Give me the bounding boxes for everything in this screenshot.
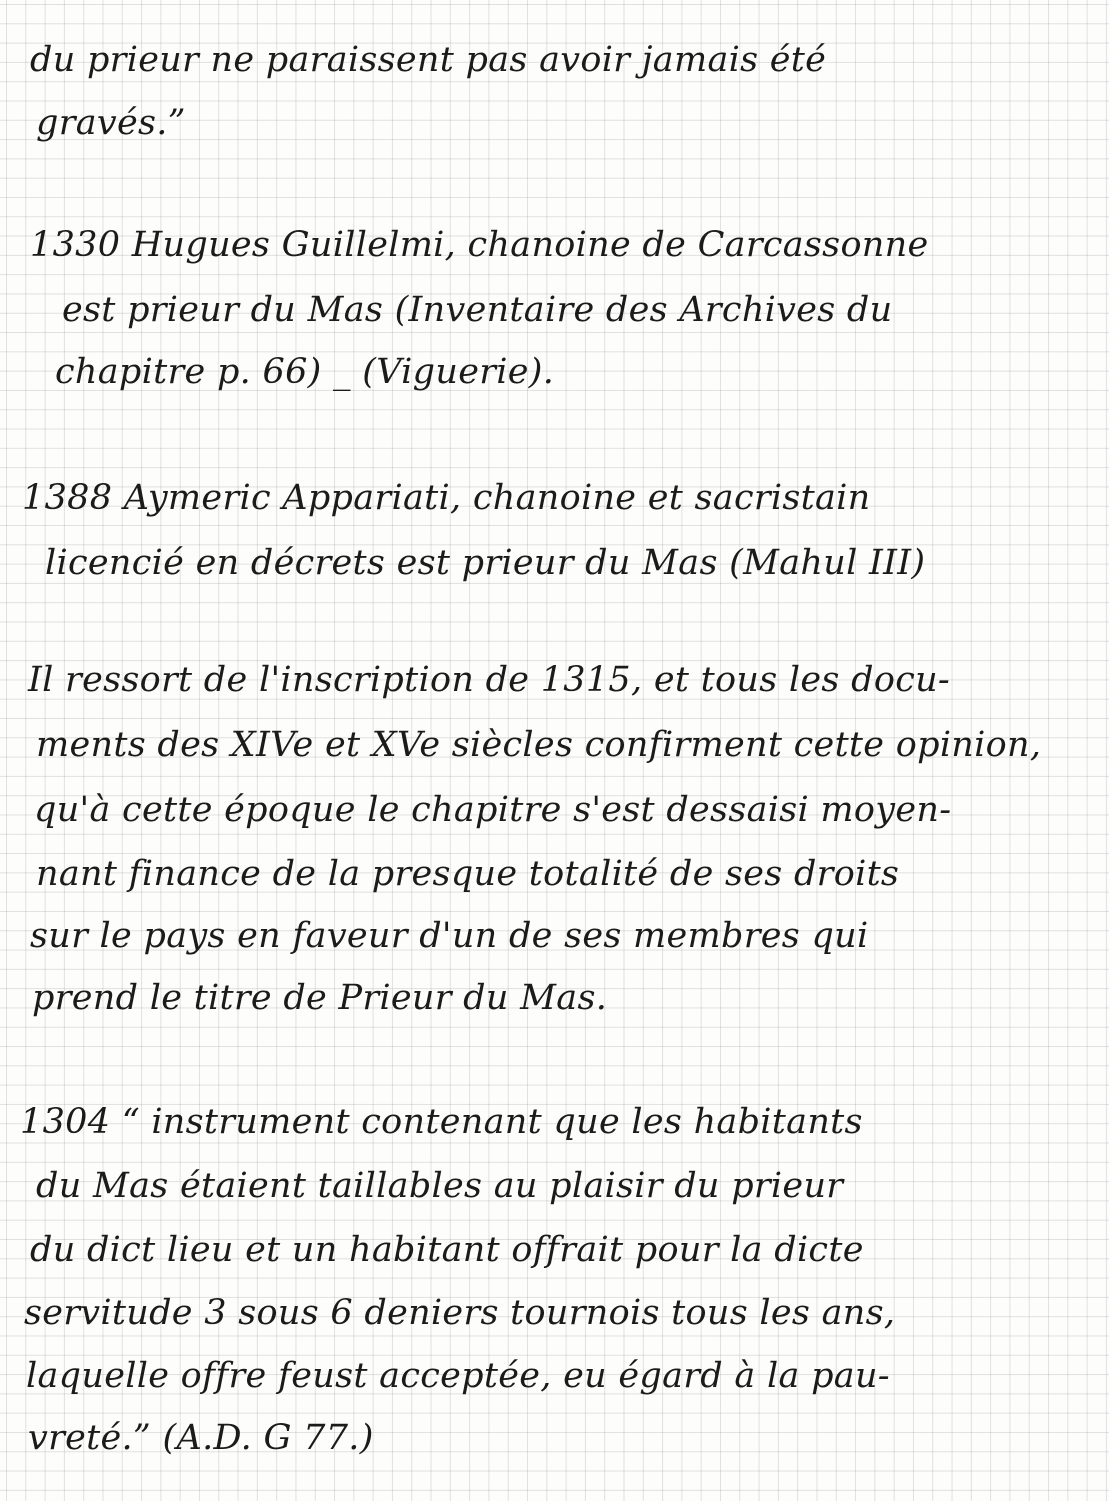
text-line: gravés.” <box>36 103 186 143</box>
text-line: 1388 Aymeric Appariati, chanoine et sacristain <box>22 478 871 518</box>
text-line: du dict lieu et un habitant offrait pour la dicte <box>30 1230 864 1270</box>
text-line: laquelle offre feust acceptée, eu égard à la pau- <box>26 1356 890 1396</box>
text-line: chapitre p. 66) _ (Viguerie). <box>55 352 555 392</box>
text-line: 1330 Hugues Guillelmi, chanoine de Carcassonne <box>30 225 929 265</box>
text-line: ments des XIVe et XVe siècles confirment cette opinion, <box>36 725 1042 765</box>
text-line: qu'à cette époque le chapitre s'est dessaisi moyen- <box>34 790 952 830</box>
text-line: servitude 3 sous 6 deniers tournois tous les ans, <box>24 1293 896 1333</box>
text-line: du prieur ne paraissent pas avoir jamais été <box>30 40 827 80</box>
text-line: Il ressort de l'inscription de 1315, et tous les docu- <box>28 660 951 700</box>
text-line: 1304 “ instrument contenant que les habitants <box>20 1102 863 1142</box>
text-line: nant finance de la presque totalité de ses droits <box>36 854 900 894</box>
text-line: sur le pays en faveur d'un de ses membres qui <box>30 916 869 956</box>
text-line: vreté.” (A.D. G 77.) <box>28 1418 374 1458</box>
text-line: du Mas étaient taillables au plaisir du prieur <box>36 1166 844 1206</box>
text-line: est prieur du Mas (Inventaire des Archives du <box>62 290 893 330</box>
text-line: licencié en décrets est prieur du Mas (Mahul III) <box>45 543 926 583</box>
text-line: prend le titre de Prieur du Mas. <box>32 978 608 1018</box>
